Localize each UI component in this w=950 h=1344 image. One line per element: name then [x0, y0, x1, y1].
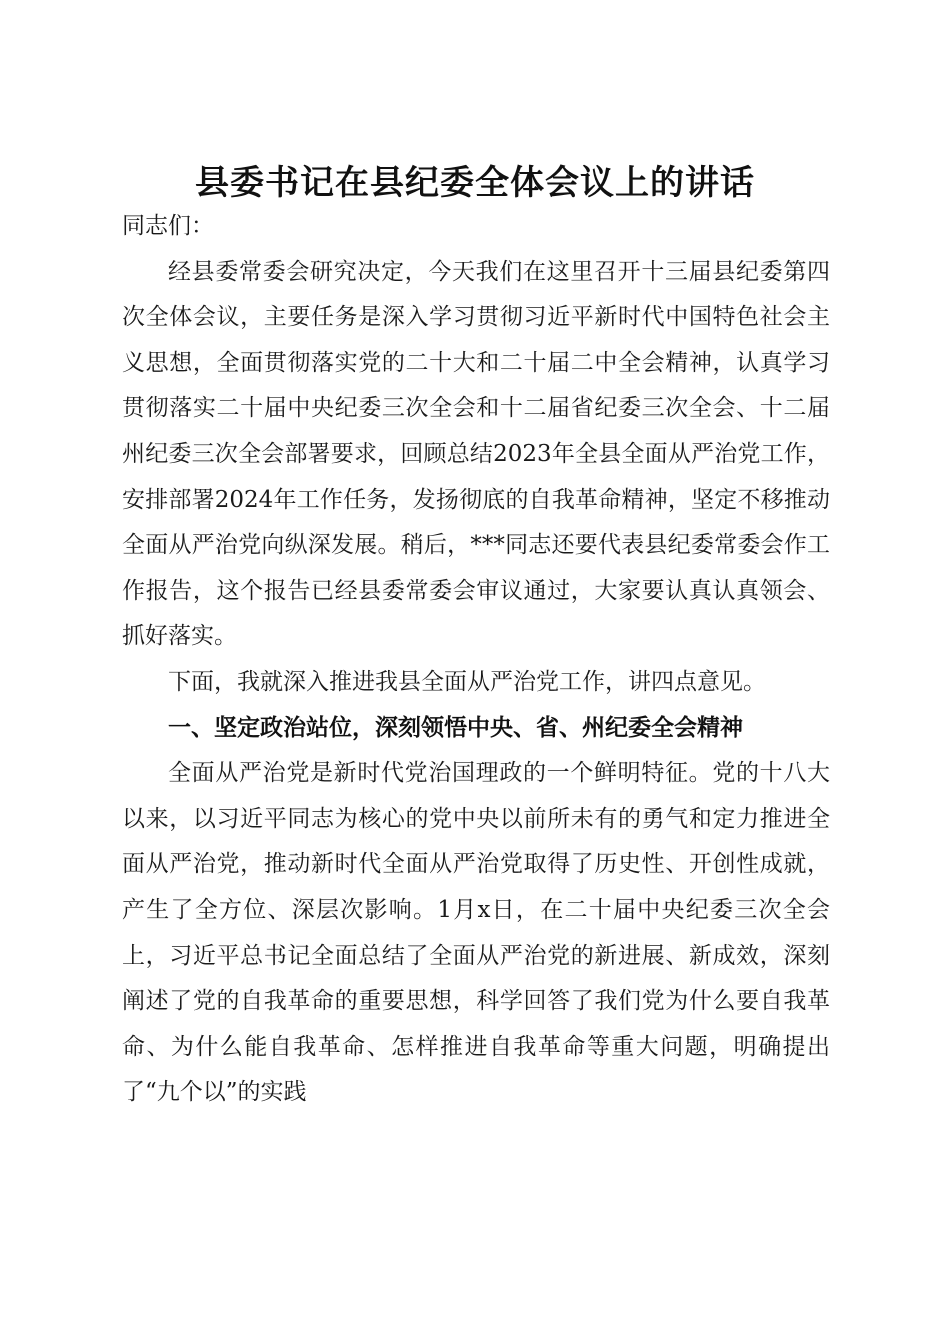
- paragraph-intro: 经县委常委会研究决定，今天我们在这里召开十三届县纪委第四次全体会议，主要任务是深入学习贯彻习近平新时代中国特色社会主义思想，全面贯彻落实党的二十大和二十届二中全会精神，认真学习贯彻落实二十届中央纪委三次全会和十二届省纪委三次全会、十二届州纪委三次全会部署要求，回顾总结2023年全县全面从严治党工作，安排部署2024年工作任务，发扬彻底的自我革命精神，坚定不移推动全面从严治党向纵深发展。稍后，***同志还要代表县纪委常委会作工作报告，这个报告已经县委常委会审议通过，大家要认真认真领会、抓好落实。: [122, 258, 830, 650]
- section-heading-1: 一、坚定政治站位，深刻领悟中央、省、州纪委全会精神: [168, 714, 743, 741]
- paragraph-outline: 下面，我就深入推进我县全面从严治党工作，讲四点意见。: [168, 668, 766, 695]
- salutation: 同志们：: [122, 213, 214, 239]
- section-paragraph-1: 全面从严治党是新时代党治国理政的一个鲜明特征。党的十八大以来，以习近平同志为核心的党中央以前所未有的勇气和定力推进全面从严治党，推动新时代全面从严治党取得了历史性、开创性成就，产生了全方位、深层次影响。1月x日，在二十届中央纪委三次全会上，习近平总书记全面总结了全面从严治党的新进展、新成效，深刻阐述了党的自我革命的重要思想，科学回答了我们党为什么要自我革命、为什么能自我革命、怎样推进自我革命等重大问题，明确提出了“九个以”的实践: [122, 760, 830, 1106]
- document-body: [122, 204, 830, 1116]
- document-title: 县委书记在县纪委全体会议上的讲话: [195, 162, 755, 203]
